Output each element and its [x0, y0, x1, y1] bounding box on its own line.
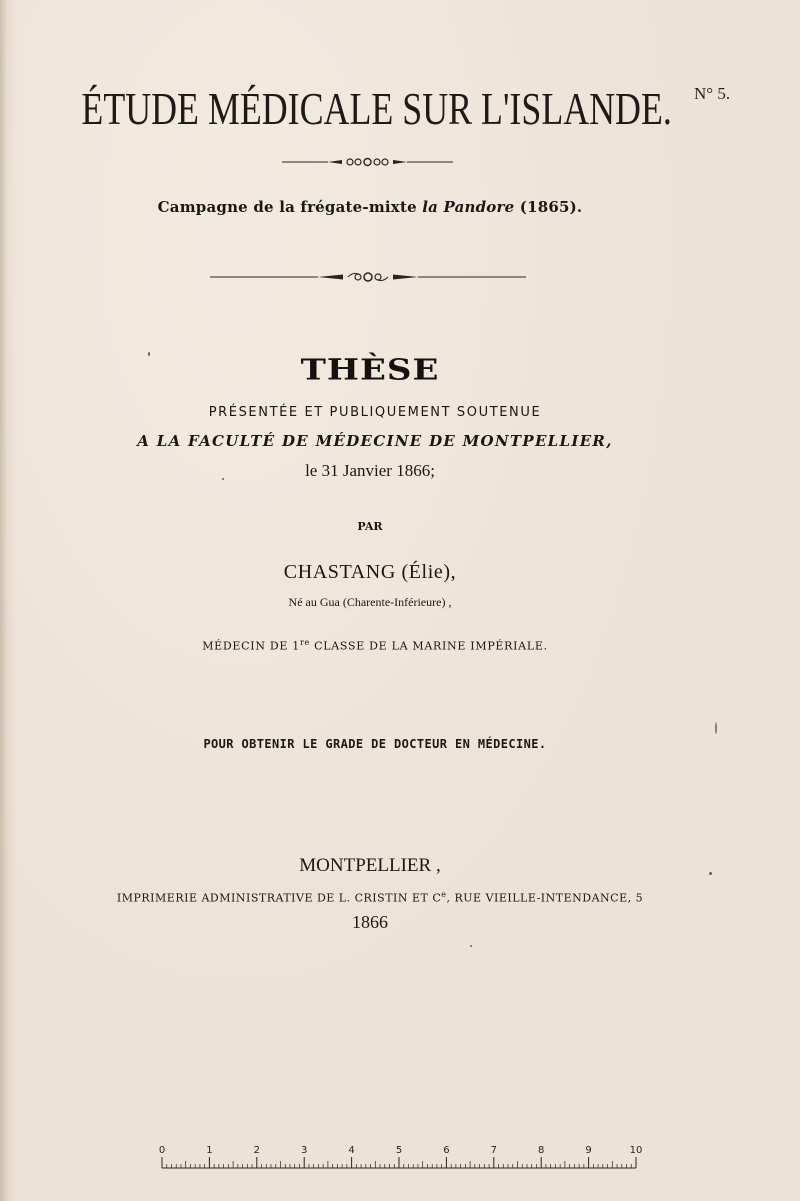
author-rank: [0, 638, 775, 653]
author-birthplace: Né au Gua (Charente-Inférieure) ,: [288, 595, 452, 609]
ship-name: la Pandore: [422, 198, 515, 216]
printer-suffix: , RUE VIEILLE-INTENDANCE, 5: [446, 891, 644, 905]
ruler-ticks: [162, 1157, 636, 1168]
ruler-label: 7: [490, 1145, 497, 1156]
ruler-label: 0: [158, 1145, 166, 1156]
ornament-divider-middle: [208, 270, 528, 284]
ruler-label: 3: [301, 1145, 308, 1156]
ruler-label: 6: [443, 1145, 450, 1156]
campaign-subtitle: [0, 198, 770, 216]
paper-speck: [470, 945, 472, 947]
faculty-line: A LA FACULTÉ DE MÉDECINE DE MONTPELLIER,: [137, 432, 613, 450]
ruler-label: 8: [538, 1145, 545, 1156]
ruler-label: 4: [348, 1145, 355, 1156]
subtitle-prefix: Campagne de la frégate-mixte: [157, 198, 423, 216]
ruler-label: 2: [253, 1145, 260, 1156]
document-title: ÉTUDE MÉDICALE SUR L'ISLANDE.: [81, 83, 672, 134]
document-number: N° 5.: [694, 84, 731, 103]
printer-prefix: IMPRIMERIE ADMINISTRATIVE DE L. CRISTIN ET C: [116, 891, 442, 905]
author-name: CHASTANG (Élie),: [283, 561, 457, 583]
by-label: PAR: [357, 520, 383, 533]
printer-superscript: e: [441, 890, 447, 899]
paper-speck: [709, 872, 712, 875]
paper-speck: [148, 352, 150, 356]
rank-suffix: CLASSE DE LA MARINE IMPÉRIALE.: [309, 639, 548, 653]
rank-prefix: MÉDECIN DE 1: [202, 639, 300, 653]
paper-speck: [715, 722, 717, 734]
scale-ruler: [0, 1140, 800, 1180]
defense-date: le 31 Janvier 1866;: [305, 461, 435, 480]
rank-superscript: re: [300, 638, 310, 647]
ruler-label: 10: [629, 1145, 643, 1156]
ruler-label: 5: [395, 1145, 403, 1156]
printer-line: [0, 890, 780, 905]
paper-speck: [222, 478, 224, 480]
subtitle-year: (1865).: [514, 198, 583, 216]
ruler-labels: [159, 1145, 643, 1156]
thesis-heading: THÈSE: [300, 352, 440, 388]
ruler-label: 1: [206, 1145, 213, 1156]
degree-line: POUR OBTENIR LE GRADE DE DOCTEUR EN MÉDECINE.: [203, 737, 547, 751]
ruler-label: 9: [585, 1145, 592, 1156]
publication-city: MONTPELLIER ,: [299, 855, 441, 876]
ornament-divider-top: [280, 155, 455, 169]
presented-line: PRÉSENTÉE ET PUBLIQUEMENT SOUTENUE: [208, 405, 542, 420]
publication-year: 1866: [352, 912, 388, 932]
